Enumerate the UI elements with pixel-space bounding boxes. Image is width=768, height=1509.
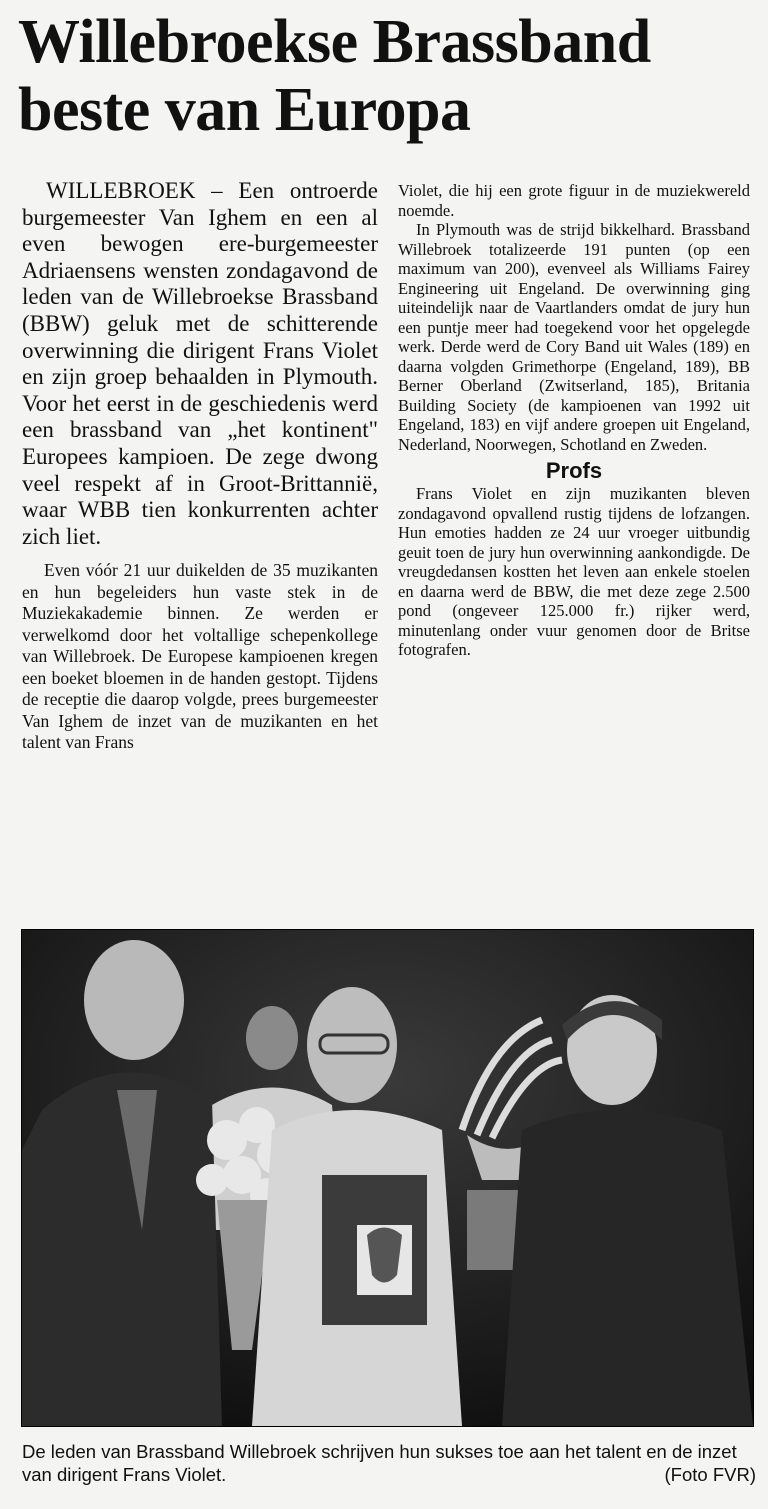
article-photo [21, 929, 754, 1427]
article-lead-paragraph: WILLEBROEK – Een ontroerde burgemeester Van Ighem en een al even bewogen ere-burgemeester Adriaensens wensten zondagavond de leden van de Willebroekse Brassband (BBW) geluk met de schitterende overwinning die dirigent Frans Violet en zijn groep behaalden in Plymouth. Voor het eerst in de geschiedenis werd een brassband van „het kontinent" Europees kampioen. De zege dwong veel respekt af in Groot-Brittannië, waar WBB tien konkurrenten achter zich liet. [22, 178, 378, 549]
headline-line-2: beste van Europa [18, 76, 471, 144]
photo-illustration [22, 930, 753, 1426]
article-headline [18, 8, 763, 144]
article-column-right [398, 181, 750, 660]
article-paragraph-4: Frans Violet en zijn muzikanten bleven zondagavond opvallend rustig tijdens de lofzangen. Hun emoties hadden ze 24 uur vroeger uitbundig geuit toen de jury hun overwinning aankondigde. De vreugdedansen kostten het leven aan enkele stoelen en daarna werd de BBW, die met deze zege 2.500 pond (ongeveer 125.000 fr.) rijker werd, minutenlang onder vuur genomen door de Britse fotografen. [398, 484, 750, 659]
article-paragraph-2: Even vóór 21 uur duikelden de 35 muzikanten en hun begeleiders hun vaste stek in de Muziekakademie binnen. Ze werden er verwelkomd door het voltallige schepenkollege van Willebroek. De Europese kampioenen kregen een boeket bloemen in de handen gestopt. Tijdens de receptie die daarop volgde, prees burgemeester Van Ighem de inzet van de muzikanten en het talent van Frans [22, 560, 378, 753]
article-subheading: Profs [545, 458, 603, 483]
article-paragraph-3: In Plymouth was de strijd bikkelhard. Brassband Willebroek totalizeerde 191 punten (op een maximum van 200), evenveel als Williams Fairey Engineering uit Engeland. De overwinning ging uiteindelijk naar de Vaartlanders omdat de jury hun een puntje meer had toegekend voor het opgelegde werk. Derde werd de Cory Band uit Wales (189) en daarna volgden Grimethorpe (Engeland, 189), BB Berner Oberland (Zwitserland, 185), Britania Building Society (de kampioenen van 1992 uit Engeland, 183) en vijf andere groepen uit Engeland, Nederland, Noorwegen, Schotland en Zweden. [398, 220, 750, 454]
article-column-left [22, 178, 378, 754]
photo-credit: (Foto FVR) [664, 1464, 756, 1485]
photo-caption [22, 1440, 756, 1486]
headline-line-1: Willebroekse Brassband [18, 8, 651, 76]
photo-caption-text: De leden van Brassband Willebroek schrijven hun sukses toe aan het talent en de inzet van dirigent Frans Violet. [22, 1441, 737, 1485]
article-paragraph-2-continued: Violet, die hij een grote figuur in de muziekwereld noemde. [398, 181, 750, 220]
